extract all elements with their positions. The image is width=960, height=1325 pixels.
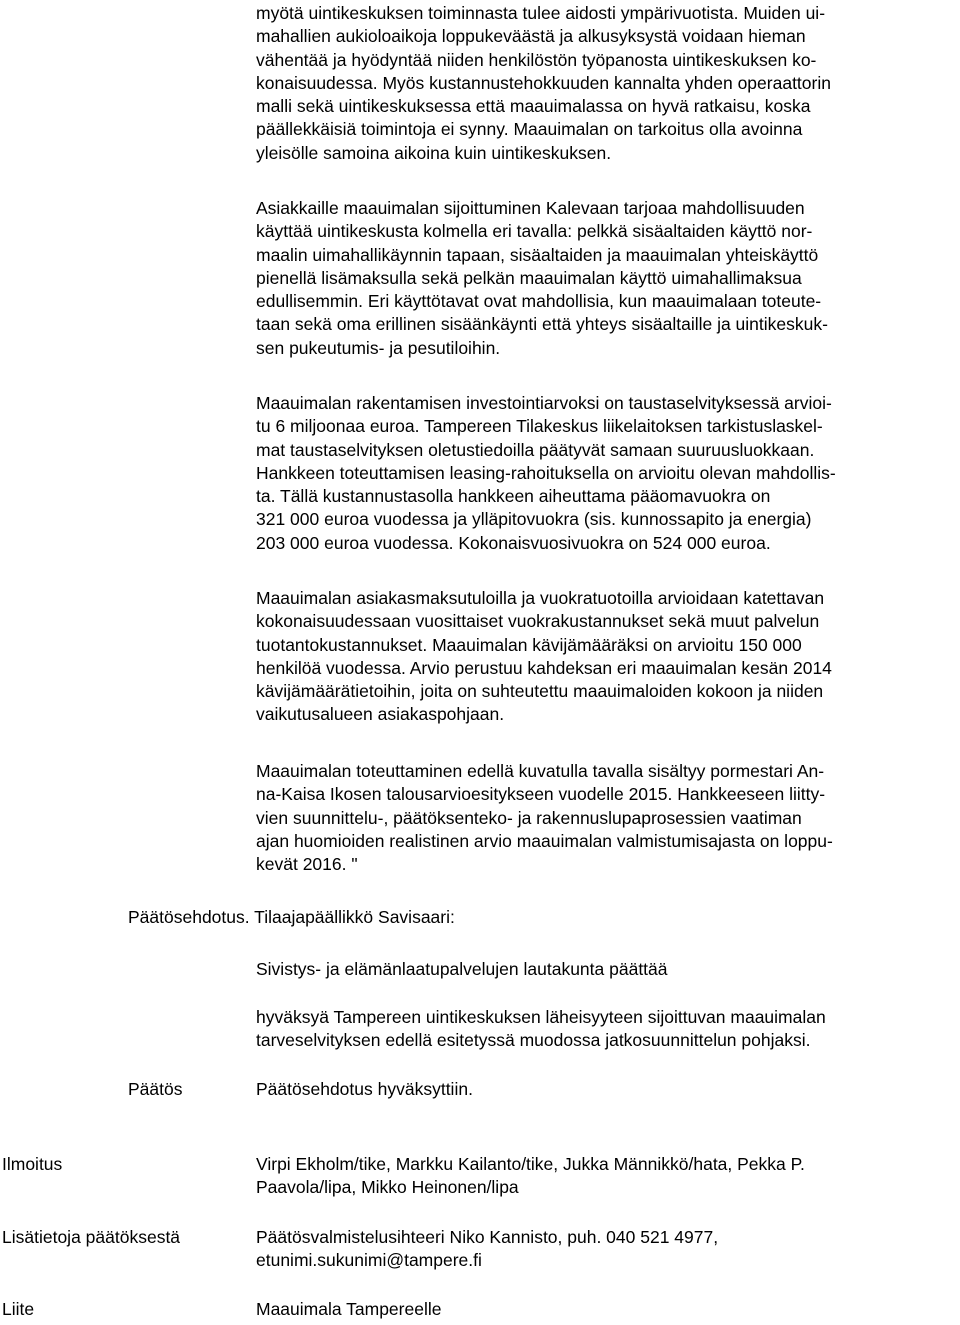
proposal-heading: Päätösehdotus. Tilaajapäällikkö Savisaari:: [128, 907, 455, 927]
notice-recipients: Virpi Ekholm/tike, Markku Kailanto/tike, Jukka Männikkö/hata, Pekka P. Paavola/lipa, Mikko Heinonen/lipa: [256, 1154, 805, 1198]
paragraph-budget-schedule: Maauimalan toteuttaminen edellä kuvatulla tavalla sisältyy pormestari An- na-Kaisa Ikosen talousarvioesitykseen vuodelle 2015. Hankkeeseen liitty- vien suunnittelu-, päätöksenteko- ja rakennuslupaprosessien vaatiman ajan huomioiden realistinen arvio maauimalan valmistumisajasta on loppu- kevät 2016. ": [256, 761, 833, 875]
paragraph-operations: myötä uintikeskuksen toiminnasta tulee aidosti ympärivuotista. Muiden ui- mahallien aukioloaikoja loppukeväästä ja alkusyksystä voidaan hieman vähentää ja hyödyntää niiden henkilöstön työpanosta uintikeskuksen ko- konaisuudessa. Myös kustannustehokkuuden kannalta yhden operaattorin malli sekä uintikeskuksessa että maauimalassa on hyvä ratkaisu, koska päällekkäisiä toimintoja ei synny. Maauimalan on tarkoitus olla avoinna yleisölle samoina aikoina kuin uintikeskuksen.: [256, 3, 831, 163]
notice-label: Ilmoitus: [2, 1154, 63, 1174]
paragraph-customer-usage: Asiakkaille maauimalan sijoittuminen Kalevaan tarjoaa mahdollisuuden käyttää uintikeskusta kolmella eri tavalla: pelkkä sisäaltaiden käyttö nor- maalin uimahallikäynnin tapaan, sisäaltaiden ja maauimalan yhteiskäyttö pienellä lisämaksulla sekä pelkän maauimalan käyttö uimahallimaksua edullisemmin. Eri käyttötavat ovat mahdollisia, kun maauimalaan toteute- taan sekä oma erillinen sisäänkäynti että yhteys sisäaltaille ja uintikeskuk- sen pukeutumis- ja pesutiloihin.: [256, 198, 828, 358]
info-contact: Päätösvalmistelusihteeri Niko Kannisto, puh. 040 521 4977, etunimi.sukunimi@tampere.fi: [256, 1227, 719, 1271]
decision-text: Päätösehdotus hyväksyttiin.: [256, 1079, 473, 1099]
attachment-title: Maauimala Tampereelle: [256, 1299, 442, 1319]
proposal-text: hyväksyä Tampereen uintikeskuksen läheisyyteen sijoittuvan maauimalan tarveselvityksen edellä esitetyssä muodossa jatkosuunnittelun pohjaksi.: [256, 1007, 826, 1051]
info-label: Lisätietoja päätöksestä: [2, 1227, 181, 1247]
paragraph-investment: Maauimalan rakentamisen investointiarvoksi on taustaselvityksessä arvioi- tu 6 miljoonaa euroa. Tampereen Tilakeskus liikelaitoksen tarkistuslaskel- mat taustaselvityksen oletustiedoilla päätyvät samaan suuruusluokkaan. Hankkeen toteuttamisen leasing-rahoituksella on arvioitu olevan mahdollis- ta. Tällä kustannustasolla hankkeen aiheuttama pääomavuokra on 321 000 euroa vuodessa ja ylläpitovuokra (sis. kunnossapito ja energia) 203 000 euroa vuodessa. Kokonaisvuosivuokra on 524 000 euroa.: [256, 393, 836, 553]
paragraph-revenue: Maauimalan asiakasmaksutuloilla ja vuokratuotoilla arvioidaan katettavan kokonaisuudessaan vuosittaiset vuokrakustannukset sekä muut palvelun tuotantokustannukset. Maauimalan kävijämääräksi on arvioitu 150 000 henkilöä vuodessa. Arvio perustuu kahdeksan eri maauimalan kesän 2014 kävijämäärätietoihin, joita on suhteutettu maauimaloiden kokoon ja niiden vaikutusalueen asiakaspohjaan.: [256, 588, 832, 725]
attachment-label: Liite: [2, 1299, 35, 1319]
board-decision-line: Sivistys- ja elämänlaatupalvelujen lautakunta päättää: [256, 959, 668, 979]
decision-label: Päätös: [128, 1079, 183, 1099]
